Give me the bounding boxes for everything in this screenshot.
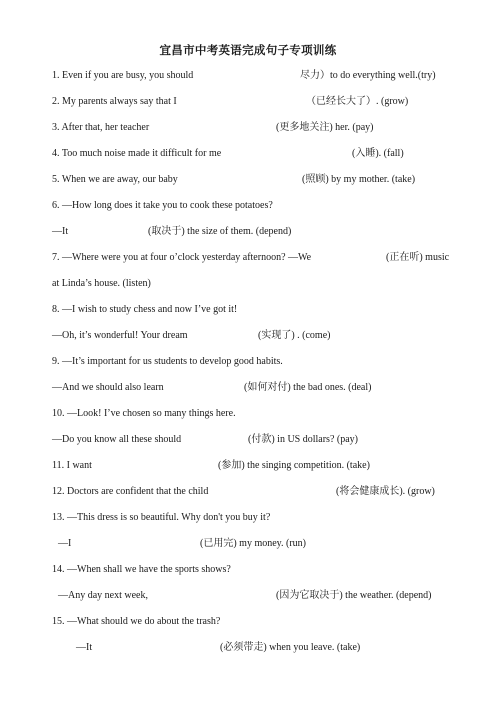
question-7: 7. —Where were you at four o’clock yesterday afternoon? —We (52, 252, 312, 263)
question-1: 1. Even if you are busy, you should (52, 70, 194, 81)
question-13: 13. —This dress is so beautiful. Why don't you buy it? (52, 512, 271, 523)
question-14-hint: (因为它取决于) the weather. (depend) (276, 590, 432, 601)
question-4-hint: (入睡). (fall) (352, 148, 404, 159)
question-15-answer: —It (76, 642, 93, 653)
question-10: 10. —Look! I’ve chosen so many things here. (52, 408, 236, 419)
question-7-continued: at Linda’s house. (listen) (52, 278, 151, 289)
question-13-hint: (已用完) my money. (run) (200, 538, 306, 549)
question-12-hint: (将会健康成长). (grow) (336, 486, 435, 497)
question-14: 14. —When shall we have the sports shows? (52, 564, 231, 575)
question-15: 15. —What should we do about the trash? (52, 616, 221, 627)
question-2-hint: （已经长大了）. (grow) (306, 96, 409, 107)
question-15-hint: (必须带走) when you leave. (take) (220, 642, 361, 653)
question-1-hint: 尽力）to do everything well.(try) (300, 70, 436, 81)
question-10-hint: (付款) in US dollars? (pay) (248, 434, 358, 445)
question-10-answer: —Do you know all these should (52, 434, 182, 445)
question-11-hint: (参加) the singing competition. (take) (218, 460, 370, 471)
question-3-hint: (更多地关注) her. (pay) (276, 122, 374, 133)
question-5: 5. When we are away, our baby (52, 174, 178, 185)
question-6-hint: (取决于) the size of them. (depend) (148, 226, 292, 237)
document-title: 宜昌市中考英语完成句子专项训练 (159, 43, 337, 57)
question-2: 2. My parents always say that I (52, 96, 177, 107)
question-13-answer: —I (58, 538, 72, 549)
question-8: 8. —I wish to study chess and now I’ve got it! (52, 304, 238, 315)
question-9: 9. —It’s important for us students to develop good habits. (52, 356, 283, 367)
question-3: 3. After that, her teacher (52, 122, 150, 133)
question-12: 12. Doctors are confident that the child (52, 486, 209, 497)
question-9-answer: —And we should also learn (52, 382, 164, 393)
question-8-answer: —Oh, it’s wonderful! Your dream (52, 330, 188, 341)
question-14-answer: —Any day next week, (58, 590, 148, 601)
question-4: 4. Too much noise made it difficult for me (52, 148, 222, 159)
question-11: 11. I want (52, 460, 92, 471)
question-8-hint: (实现了) . (come) (258, 330, 331, 341)
question-5-hint: (照顾) by my mother. (take) (302, 174, 416, 185)
question-6-answer: —It (52, 226, 69, 237)
question-6: 6. —How long does it take you to cook these potatoes? (52, 200, 273, 211)
question-9-hint: (如何对付) the bad ones. (deal) (244, 382, 372, 393)
question-7-hint: (正在听) music (386, 252, 450, 263)
